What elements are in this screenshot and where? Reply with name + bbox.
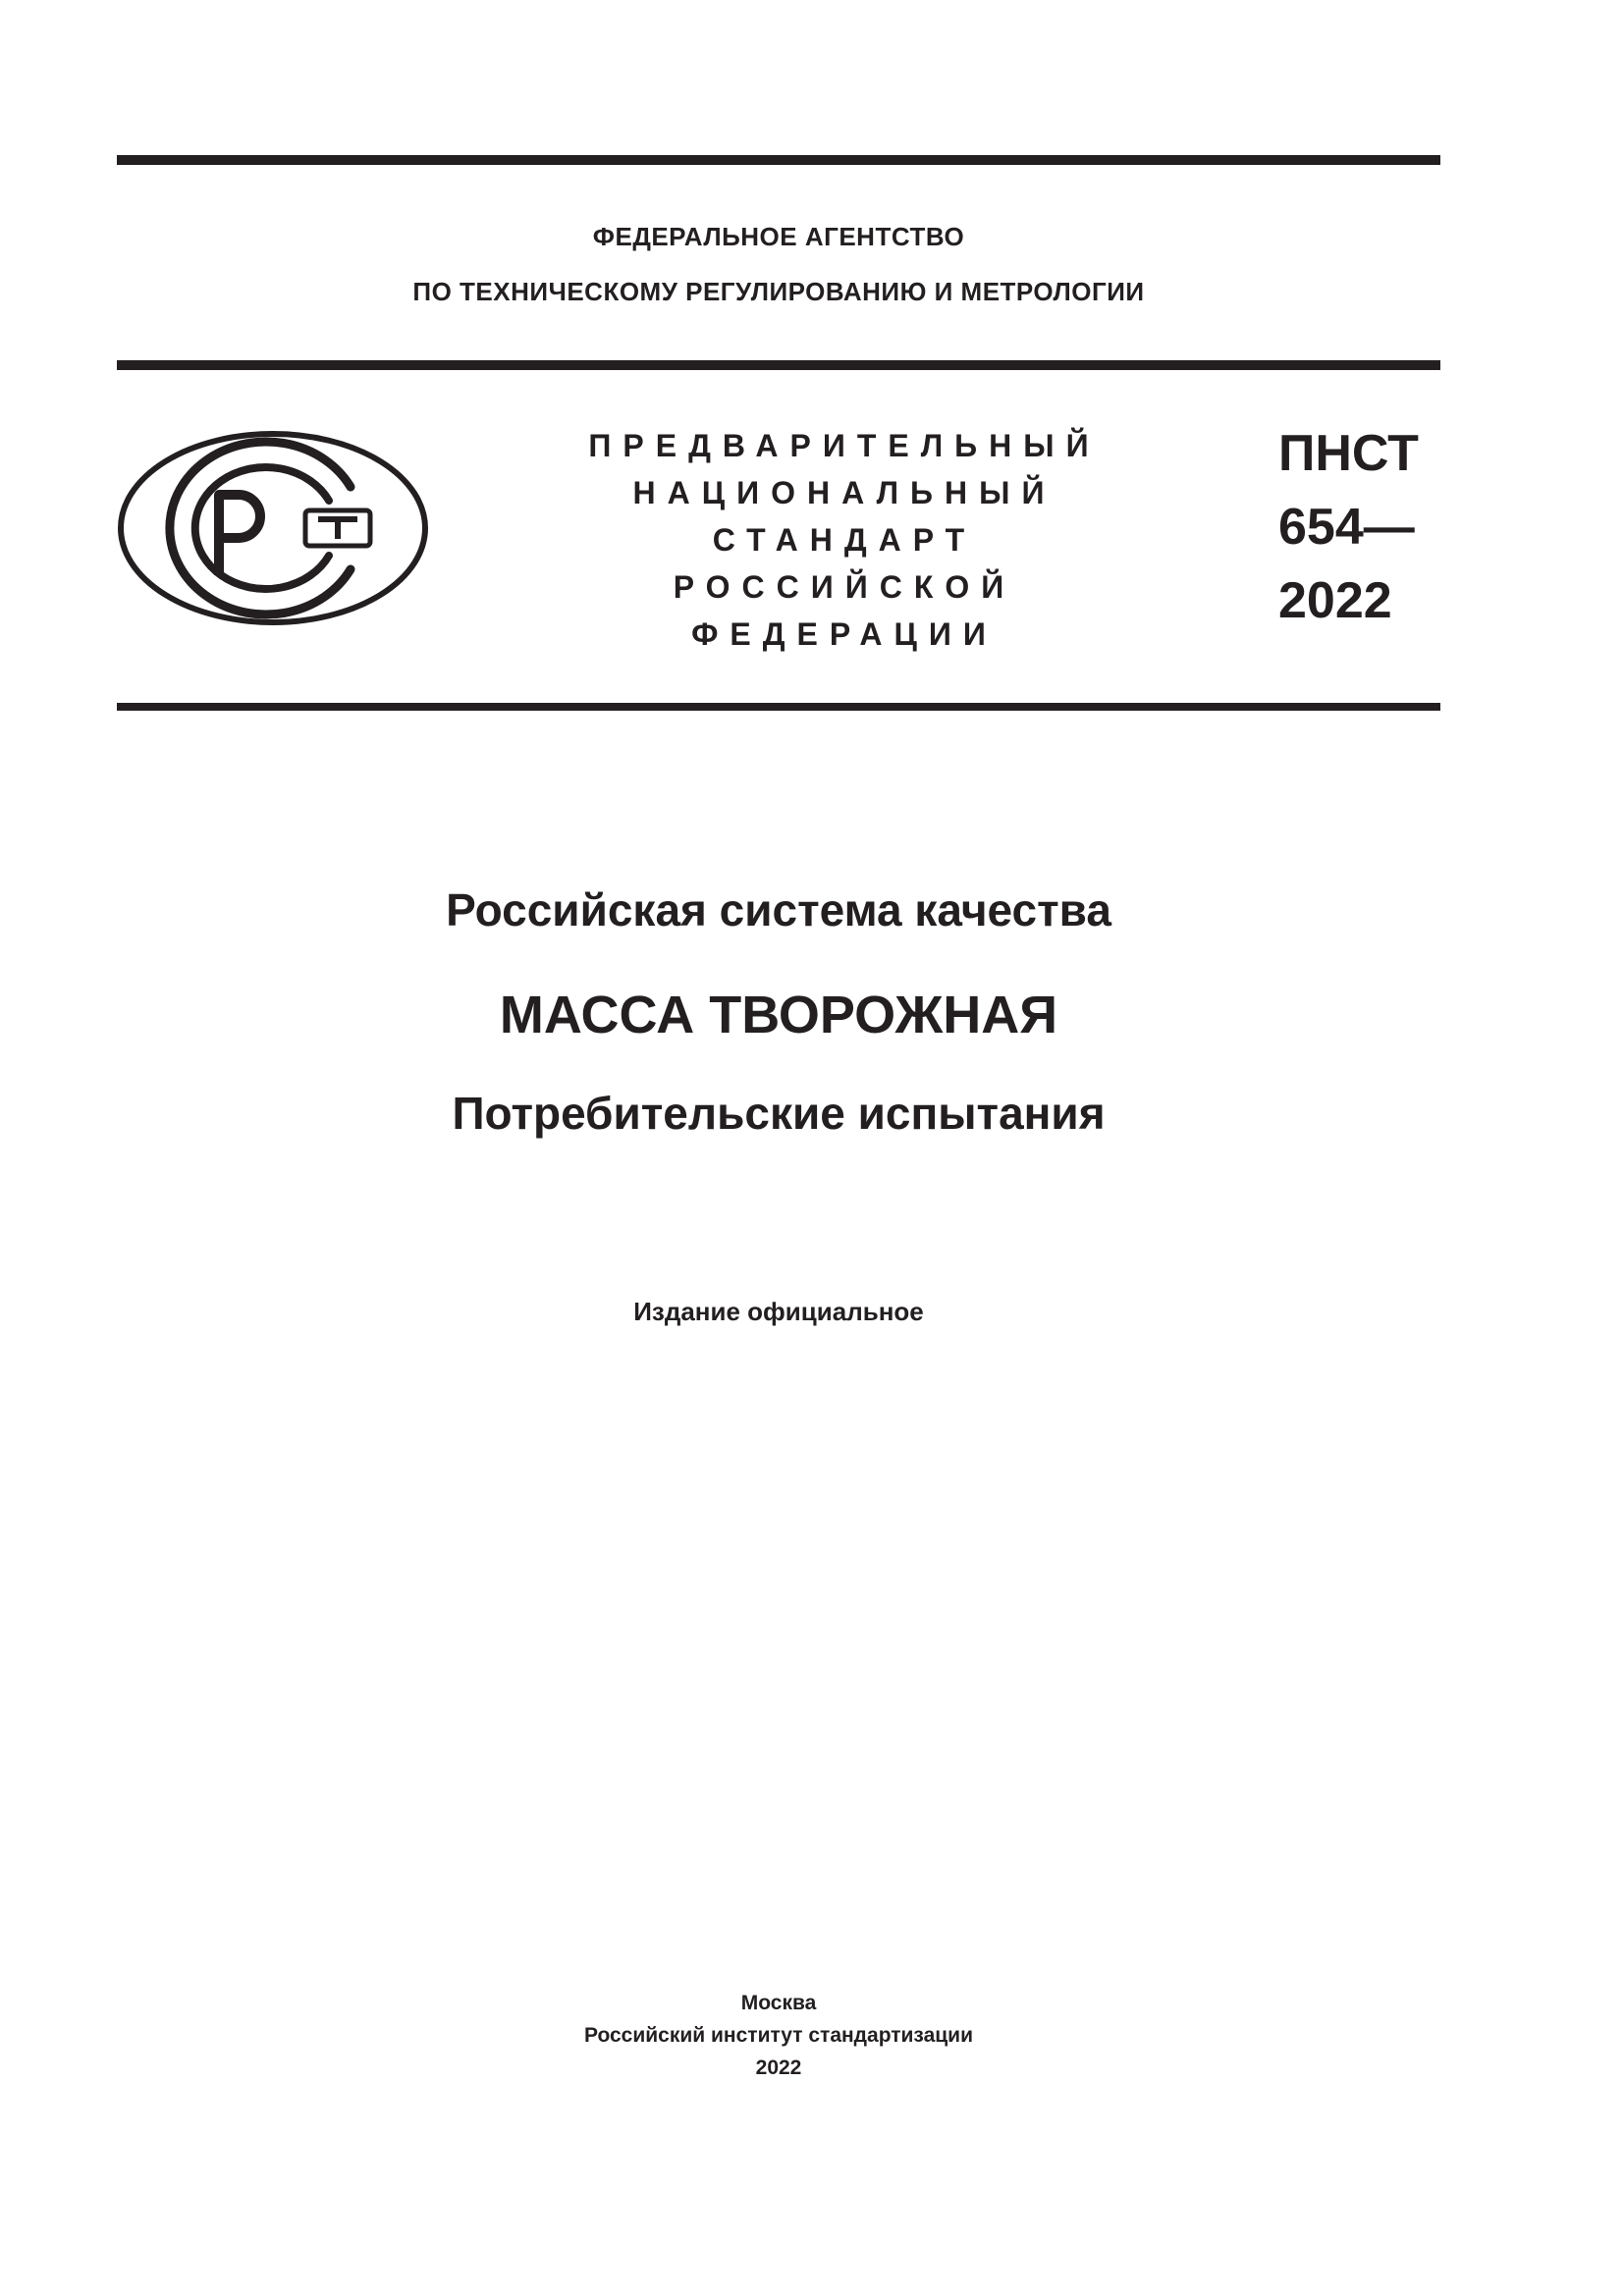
standard-number: [1278, 417, 1419, 638]
standard-kind-line: ФЕДЕРАЦИИ: [691, 616, 998, 652]
imprint-publisher: Российский институт стандартизации: [583, 2024, 974, 2047]
standard-kind-line: СТАНДАРТ: [712, 522, 977, 558]
agency-line-2: ПО ТЕХНИЧЕСКОМУ РЕГУЛИРОВАНИЮ И МЕТРОЛОГИИ: [412, 277, 1145, 306]
top-rule: [117, 155, 1440, 165]
imprint-city: Москва: [740, 1992, 817, 2014]
header-rule: [117, 360, 1440, 370]
rst-gost-emblem-icon: [117, 430, 429, 626]
standard-kind-line: НАЦИОНАЛЬНЫЙ: [632, 475, 1056, 510]
imprint: [117, 1987, 1440, 2084]
document-title: МАССА ТВОРОЖНАЯ: [499, 986, 1058, 1044]
title-block-rule: [117, 703, 1440, 711]
standard-kind-line: РОССИЙСКОЙ: [673, 569, 1016, 605]
edition-note: Издание официальное: [633, 1297, 924, 1326]
standard-kind: [550, 422, 1139, 658]
document-subtitle: Потребительские испытания: [452, 1088, 1106, 1139]
imprint-year: 2022: [755, 2056, 802, 2079]
standard-number-line: 2022: [1278, 572, 1392, 629]
standard-kind-line: ПРЕДВАРИТЕЛЬНЫЙ: [588, 428, 1101, 463]
standard-number-line: ПНСТ: [1278, 425, 1419, 482]
standard-number-line: 654—: [1278, 499, 1415, 556]
document-series: Российская система качества: [446, 884, 1111, 935]
agency-line-1: ФЕДЕРАЛЬНОЕ АГЕНТСТВО: [592, 222, 965, 251]
